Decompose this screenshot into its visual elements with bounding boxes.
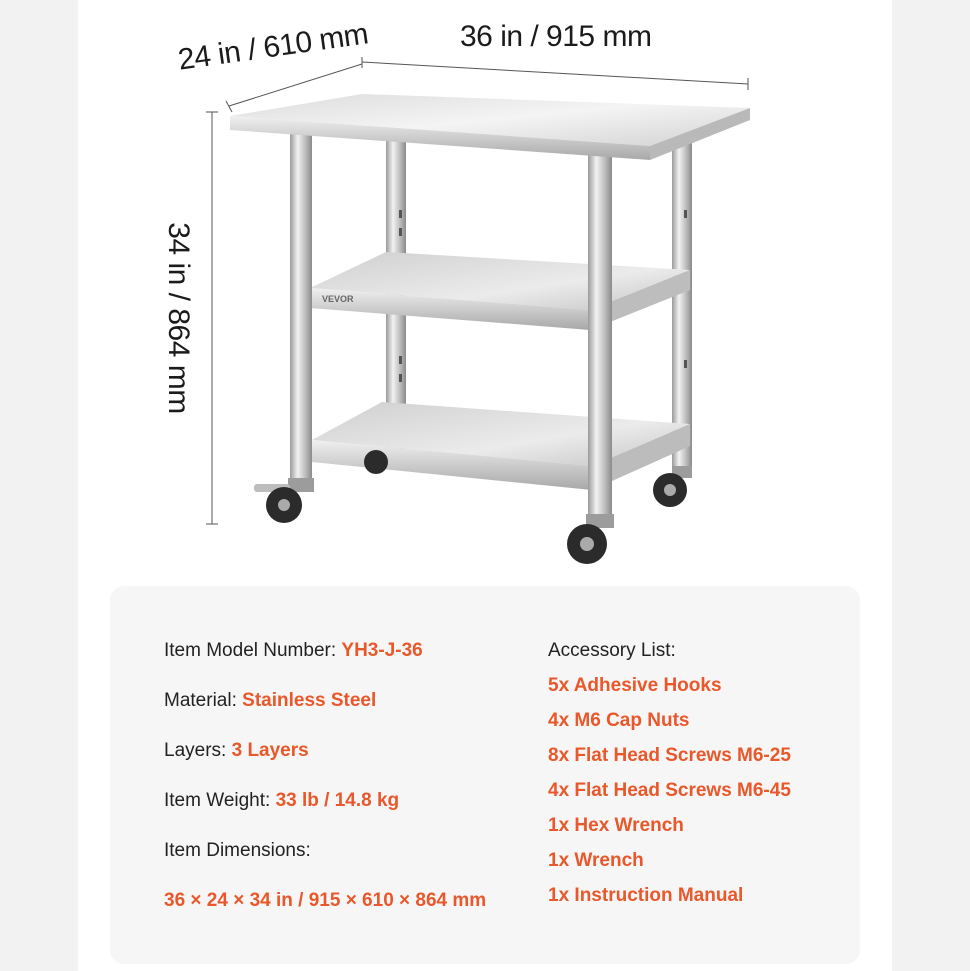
material-value: Stainless Steel	[242, 690, 377, 711]
middle-shelf	[310, 252, 690, 330]
material-label: Material:	[164, 690, 237, 711]
accessory-item: 1x Hex Wrench	[548, 815, 684, 836]
model-value: YH3-J-36	[341, 640, 423, 661]
accessory-item: 8x Flat Head Screws M6-25	[548, 745, 791, 766]
spec-material	[164, 688, 486, 714]
caster-back-left	[364, 450, 388, 474]
depth-dimension: 24 in / 610 mm	[176, 17, 371, 77]
layers-label: Layers:	[164, 740, 227, 761]
width-dimension: 36 in / 915 mm	[460, 20, 652, 53]
dimensions-label: Item Dimensions:	[164, 840, 311, 861]
weight-value: 33 lb / 14.8 kg	[275, 790, 400, 811]
dimensions-value: 36 × 24 × 34 in / 915 × 610 × 864 mm	[164, 890, 487, 911]
spec-model	[164, 638, 486, 664]
accessory-item: 4x M6 Cap Nuts	[548, 710, 690, 731]
accessory-item: 1x Wrench	[548, 850, 644, 871]
layers-value: 3 Layers	[231, 740, 309, 761]
caster-front-left	[254, 478, 314, 523]
model-label: Item Model Number:	[164, 640, 337, 661]
accessory-item: 4x Flat Head Screws M6-45	[548, 780, 791, 801]
spec-dimensions-value-row	[164, 888, 486, 914]
accessory-item: 5x Adhesive Hooks	[548, 675, 722, 696]
bottom-shelf	[312, 402, 690, 490]
weight-label: Item Weight:	[164, 790, 271, 811]
height-dimension: 34 in / 864 mm	[162, 222, 195, 414]
spec-list	[164, 638, 486, 914]
spec-layers	[164, 738, 486, 764]
accessory-item: 1x Instruction Manual	[548, 885, 744, 906]
back-right-leg	[672, 140, 692, 470]
caster-front-right	[567, 514, 614, 564]
accessory-title: Accessory List:	[548, 640, 676, 661]
spec-card	[110, 586, 860, 964]
front-left-leg	[290, 132, 312, 482]
caster-back-right	[653, 466, 692, 507]
spec-weight	[164, 788, 486, 814]
front-right-leg	[588, 150, 612, 518]
spec-dimensions	[164, 838, 486, 864]
accessory-list	[548, 638, 791, 909]
shelf-brand-logo: VEVOR	[322, 294, 354, 304]
